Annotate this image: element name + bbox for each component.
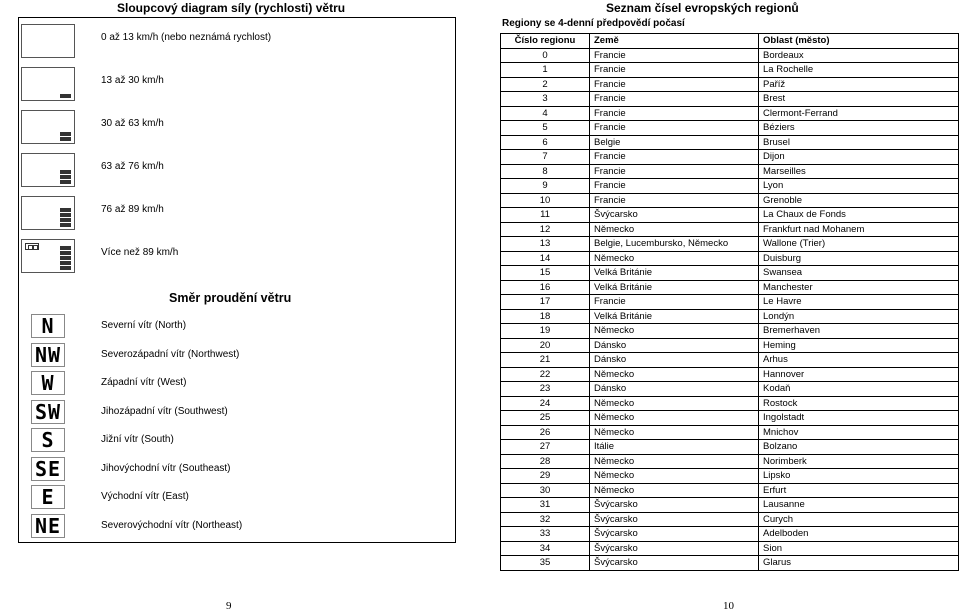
- table-row: [501, 106, 959, 121]
- country-cell: Německo: [590, 483, 759, 498]
- wind-speed-title: Sloupcový diagram síly (rychlosti) větru: [117, 1, 346, 15]
- region-number-cell: 8: [501, 164, 590, 179]
- table-row: [501, 382, 959, 397]
- speed-bar-segment: [60, 213, 71, 217]
- direction-glyph-icon: NW: [31, 343, 65, 367]
- table-row: [501, 208, 959, 223]
- table-row: [501, 121, 959, 136]
- table-row: [501, 498, 959, 513]
- table-row: [501, 309, 959, 324]
- country-cell: Německo: [590, 396, 759, 411]
- region-number-cell: 4: [501, 106, 590, 121]
- direction-glyph-icon: NE: [31, 514, 65, 538]
- country-cell: Německo: [590, 411, 759, 426]
- area-cell: Paříž: [759, 77, 959, 92]
- speed-row: [19, 104, 455, 147]
- table-row: [501, 63, 959, 78]
- area-cell: Wallone (Trier): [759, 237, 959, 252]
- direction-row: [19, 455, 455, 483]
- table-row: [501, 280, 959, 295]
- country-cell: Dánsko: [590, 338, 759, 353]
- country-cell: Velká Británie: [590, 266, 759, 281]
- region-number-cell: 32: [501, 512, 590, 527]
- area-cell: Dijon: [759, 150, 959, 165]
- region-number-cell: 5: [501, 121, 590, 136]
- region-number-cell: 2: [501, 77, 590, 92]
- country-cell: Francie: [590, 295, 759, 310]
- area-cell: Kodaň: [759, 382, 959, 397]
- flag-icon: [25, 243, 39, 250]
- region-number-cell: 12: [501, 222, 590, 237]
- area-cell: Heming: [759, 338, 959, 353]
- region-number-cell: 14: [501, 251, 590, 266]
- area-cell: Béziers: [759, 121, 959, 136]
- region-number-cell: 23: [501, 382, 590, 397]
- direction-label: Severní vítr (North): [101, 320, 187, 331]
- speed-bar-segment: [60, 94, 71, 98]
- region-number-cell: 11: [501, 208, 590, 223]
- speed-row: [19, 233, 455, 276]
- region-list-title: Seznam čísel evropských regionů: [606, 1, 799, 15]
- region-number-cell: 3: [501, 92, 590, 107]
- direction-glyph-icon: SW: [31, 400, 65, 424]
- table-row: [501, 266, 959, 281]
- area-cell: Curych: [759, 512, 959, 527]
- table-row: [501, 527, 959, 542]
- area-cell: Brest: [759, 92, 959, 107]
- region-number-cell: 20: [501, 338, 590, 353]
- region-number-cell: 31: [501, 498, 590, 513]
- area-cell: Lipsko: [759, 469, 959, 484]
- area-cell: Frankfurt nad Mohanem: [759, 222, 959, 237]
- speed-bar-segment: [60, 218, 71, 222]
- country-cell: Německo: [590, 469, 759, 484]
- region-number-cell: 34: [501, 541, 590, 556]
- country-cell: Německo: [590, 367, 759, 382]
- country-cell: Francie: [590, 179, 759, 194]
- speed-label: 0 až 13 km/h (nebo neznámá rychlost): [101, 32, 272, 43]
- region-number-cell: 28: [501, 454, 590, 469]
- direction-label: Jihozápadní vítr (Southwest): [101, 405, 228, 417]
- country-cell: Francie: [590, 106, 759, 121]
- area-cell: Bremerhaven: [759, 324, 959, 339]
- region-number-cell: 17: [501, 295, 590, 310]
- area-cell: Erfurt: [759, 483, 959, 498]
- page-number-left: 9: [226, 600, 232, 612]
- area-cell: Lyon: [759, 179, 959, 194]
- table-row: [501, 556, 959, 571]
- speed-row: [19, 190, 455, 233]
- region-number-cell: 13: [501, 237, 590, 252]
- country-cell: Dánsko: [590, 353, 759, 368]
- table-row: [501, 150, 959, 165]
- speed-bar-segment: [60, 170, 71, 174]
- country-cell: Německo: [590, 324, 759, 339]
- speed-bar-icon: [21, 196, 75, 230]
- direction-glyph-icon: N: [31, 314, 65, 338]
- area-cell: Marseilles: [759, 164, 959, 179]
- region-number-cell: 22: [501, 367, 590, 382]
- region-number-cell: 9: [501, 179, 590, 194]
- direction-label: Jihovýchodní vítr (Southeast): [101, 462, 231, 474]
- table-row: [501, 92, 959, 107]
- country-cell: Dánsko: [590, 382, 759, 397]
- table-row: [501, 179, 959, 194]
- speed-bar-segment: [60, 137, 71, 141]
- speed-bar-segment: [60, 132, 71, 136]
- area-cell: Swansea: [759, 266, 959, 281]
- region-number-cell: 27: [501, 440, 590, 455]
- area-cell: Bolzano: [759, 440, 959, 455]
- table-row: [501, 469, 959, 484]
- speed-bar-icon: [21, 110, 75, 144]
- speed-bar-segment: [60, 266, 71, 270]
- table-row: [501, 77, 959, 92]
- area-cell: Londýn: [759, 309, 959, 324]
- speed-bar-segment: [60, 256, 71, 260]
- table-row: [501, 541, 959, 556]
- table-row: [501, 164, 959, 179]
- country-cell: Francie: [590, 77, 759, 92]
- direction-row: [19, 426, 455, 454]
- country-cell: Belgie: [590, 135, 759, 150]
- table-row: [501, 367, 959, 382]
- direction-label: Západní vítr (West): [101, 377, 187, 388]
- table-row: [501, 222, 959, 237]
- speed-bar-segment: [60, 175, 71, 179]
- table-row: [501, 135, 959, 150]
- area-cell: Grenoble: [759, 193, 959, 208]
- region-number-cell: 29: [501, 469, 590, 484]
- area-cell: Glarus: [759, 556, 959, 571]
- speed-row: [19, 61, 455, 104]
- table-row: [501, 454, 959, 469]
- direction-row: [19, 341, 455, 369]
- area-cell: Arhus: [759, 353, 959, 368]
- wind-direction-title: Směr proudění větru: [169, 291, 292, 305]
- table-row: [501, 251, 959, 266]
- area-cell: Norimberk: [759, 454, 959, 469]
- country-cell: Švýcarsko: [590, 208, 759, 223]
- direction-row: [19, 369, 455, 397]
- region-number-cell: 19: [501, 324, 590, 339]
- country-cell: Německo: [590, 425, 759, 440]
- speed-bar-icon: [21, 239, 75, 273]
- direction-label: Východní vítr (East): [101, 491, 189, 502]
- area-cell: Brusel: [759, 135, 959, 150]
- region-number-cell: 35: [501, 556, 590, 571]
- area-cell: La Chaux de Fonds: [759, 208, 959, 223]
- table-header-row: [501, 34, 959, 49]
- column-header-country: Země: [590, 34, 759, 49]
- area-cell: Hannover: [759, 367, 959, 382]
- speed-label: 13 až 30 km/h: [101, 75, 164, 86]
- region-number-cell: 24: [501, 396, 590, 411]
- speed-label: 30 až 63 km/h: [101, 118, 164, 129]
- country-cell: Francie: [590, 48, 759, 63]
- area-cell: Rostock: [759, 396, 959, 411]
- speed-bar-icon: [21, 67, 75, 101]
- speed-row: [19, 18, 455, 61]
- table-row: [501, 237, 959, 252]
- column-header-number: Číslo regionu: [501, 34, 590, 49]
- table-row: [501, 324, 959, 339]
- direction-label: Severozápadní vítr (Northwest): [101, 348, 240, 360]
- region-number-cell: 7: [501, 150, 590, 165]
- direction-glyph-icon: S: [31, 428, 65, 452]
- page-number-right: 10: [723, 600, 734, 612]
- country-cell: Švýcarsko: [590, 498, 759, 513]
- region-number-cell: 18: [501, 309, 590, 324]
- country-cell: Francie: [590, 92, 759, 107]
- area-cell: Clermont-Ferrand: [759, 106, 959, 121]
- column-header-area: Oblast (město): [759, 34, 959, 49]
- region-number-cell: 33: [501, 527, 590, 542]
- region-number-cell: 16: [501, 280, 590, 295]
- area-cell: La Rochelle: [759, 63, 959, 78]
- country-cell: Německo: [590, 222, 759, 237]
- country-cell: Francie: [590, 150, 759, 165]
- region-number-cell: 25: [501, 411, 590, 426]
- country-cell: Velká Británie: [590, 309, 759, 324]
- table-row: [501, 512, 959, 527]
- speed-row: [19, 147, 455, 190]
- direction-row: [19, 398, 455, 426]
- country-cell: Francie: [590, 121, 759, 136]
- country-cell: Švýcarsko: [590, 541, 759, 556]
- region-number-cell: 1: [501, 63, 590, 78]
- table-row: [501, 353, 959, 368]
- region-number-cell: 15: [501, 266, 590, 281]
- region-number-cell: 10: [501, 193, 590, 208]
- direction-label: Severovýchodní vítr (Northeast): [101, 519, 243, 531]
- area-cell: Ingolstadt: [759, 411, 959, 426]
- table-row: [501, 193, 959, 208]
- area-cell: Adelboden: [759, 527, 959, 542]
- direction-label: Jižní vítr (South): [101, 434, 174, 445]
- table-row: [501, 411, 959, 426]
- area-cell: Sion: [759, 541, 959, 556]
- table-row: [501, 425, 959, 440]
- table-row: [501, 338, 959, 353]
- region-number-cell: 0: [501, 48, 590, 63]
- speed-bar-segment: [60, 208, 71, 212]
- country-cell: Německo: [590, 454, 759, 469]
- country-cell: Švýcarsko: [590, 556, 759, 571]
- country-cell: Velká Británie: [590, 280, 759, 295]
- speed-label: 63 až 76 km/h: [101, 161, 164, 172]
- area-cell: Lausanne: [759, 498, 959, 513]
- speed-bar-segment: [60, 180, 71, 184]
- speed-bar-icon: [21, 153, 75, 187]
- direction-glyph-icon: SE: [31, 457, 65, 481]
- country-cell: Německo: [590, 251, 759, 266]
- direction-row: [19, 483, 455, 511]
- region-table: [500, 33, 959, 571]
- speed-bar-segment: [60, 246, 71, 250]
- direction-row: [19, 512, 455, 540]
- region-number-cell: 21: [501, 353, 590, 368]
- direction-glyph-icon: E: [31, 485, 65, 509]
- speed-bar-segment: [60, 223, 71, 227]
- area-cell: Bordeaux: [759, 48, 959, 63]
- direction-row: [19, 312, 455, 340]
- country-cell: Francie: [590, 164, 759, 179]
- table-row: [501, 396, 959, 411]
- speed-label: Více než 89 km/h: [101, 247, 179, 258]
- wind-legend-panel: [18, 17, 456, 543]
- region-number-cell: 30: [501, 483, 590, 498]
- table-row: [501, 295, 959, 310]
- table-row: [501, 483, 959, 498]
- table-row: [501, 440, 959, 455]
- region-number-cell: 6: [501, 135, 590, 150]
- country-cell: Francie: [590, 193, 759, 208]
- country-cell: Švýcarsko: [590, 527, 759, 542]
- country-cell: Itálie: [590, 440, 759, 455]
- speed-bar-segment: [60, 251, 71, 255]
- table-row: [501, 48, 959, 63]
- area-cell: Mnichov: [759, 425, 959, 440]
- area-cell: Le Havre: [759, 295, 959, 310]
- region-list-subtitle: Regiony se 4-denní předpovědí počasí: [502, 18, 685, 29]
- area-cell: Duisburg: [759, 251, 959, 266]
- country-cell: Francie: [590, 63, 759, 78]
- region-number-cell: 26: [501, 425, 590, 440]
- country-cell: Švýcarsko: [590, 512, 759, 527]
- speed-bar-segment: [60, 261, 71, 265]
- speed-bar-icon: [21, 24, 75, 58]
- area-cell: Manchester: [759, 280, 959, 295]
- direction-glyph-icon: W: [31, 371, 65, 395]
- speed-label: 76 až 89 km/h: [101, 204, 164, 215]
- country-cell: Belgie, Lucembursko, Německo: [590, 237, 759, 252]
